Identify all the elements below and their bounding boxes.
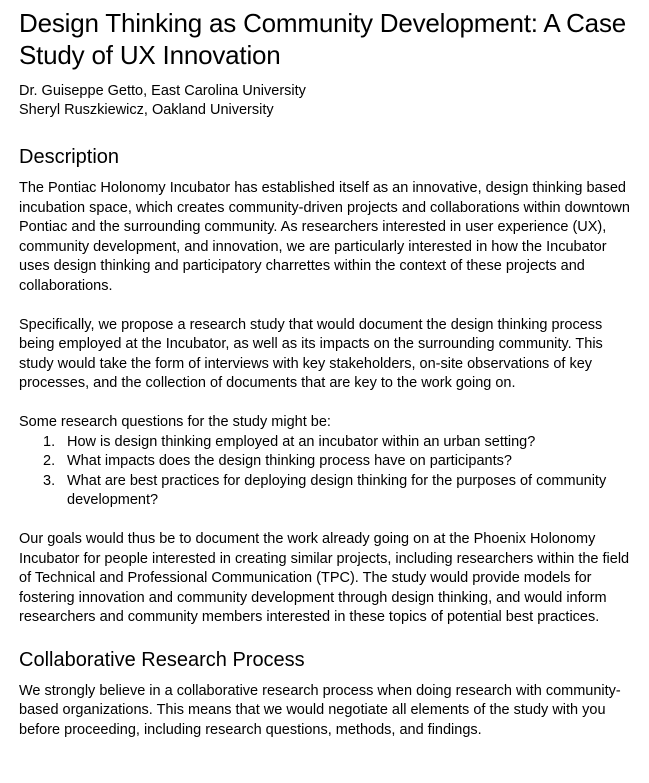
list-item-number: 1.	[43, 433, 56, 450]
list-item-number: 2.	[43, 453, 56, 469]
list-item-number: 3.	[43, 472, 56, 489]
collaborative-heading: Collaborative Research Process	[19, 648, 305, 671]
description-paragraph-1: The Pontiac Holonomy Incubator has established itself as an innovative, design thinking based incubation space, which creates community-driven projects and collaborations within downtown Pontiac and the surrounding community. As researchers interested in user experience (UX), community development, and innovation, we are particularly interested in how the Incubator uses design thinking and participatory charrettes within the context of these projects and collaborations.	[19, 180, 630, 294]
author-list	[19, 82, 639, 120]
list-item	[19, 452, 639, 472]
description-paragraph-2: Specifically, we propose a research study that would document the design thinking process being employed at the Incubator, as well as its impacts on the surrounding community. This study would take the form of interviews with key stakeholders, on-site observations of key processes, and the collection of documents that are key to the work going on.	[19, 316, 603, 391]
description-paragraph-3: Our goals would thus be to document the work already going on at the Phoenix Holonomy Incubator for people interested in creating similar projects, including researchers within the field of Technical and Professional Communication (TPC). The study would provide models for fostering innovation and community development through design thinking, and would inform researchers and community members interested in these topics of potential best practices.	[19, 531, 630, 625]
list-item	[19, 472, 639, 511]
document-title: Design Thinking as Community Development: A Case Study of UX Innovation	[19, 8, 626, 70]
list-item-text: How is design thinking employed at an incubator within an urban setting?	[67, 433, 536, 450]
author-line-1: Dr. Guiseppe Getto, East Carolina University	[19, 83, 306, 99]
list-item	[19, 433, 639, 453]
list-item-text: What are best practices for deploying design thinking for the purposes of community development?	[67, 472, 607, 508]
author-line-2: Sheryl Ruszkiewicz, Oakland University	[19, 102, 274, 118]
research-questions-list	[19, 433, 639, 511]
list-item-text: What impacts does the design thinking process have on participants?	[67, 453, 512, 469]
description-heading: Description	[19, 146, 120, 168]
collaborative-paragraph-1: We strongly believe in a collaborative research process when doing research with community-based organizations. This means that we would negotiate all elements of the study with you before proceeding, including research questions, methods, and findings.	[19, 682, 621, 738]
research-questions-intro: Some research questions for the study might be:	[19, 414, 331, 430]
